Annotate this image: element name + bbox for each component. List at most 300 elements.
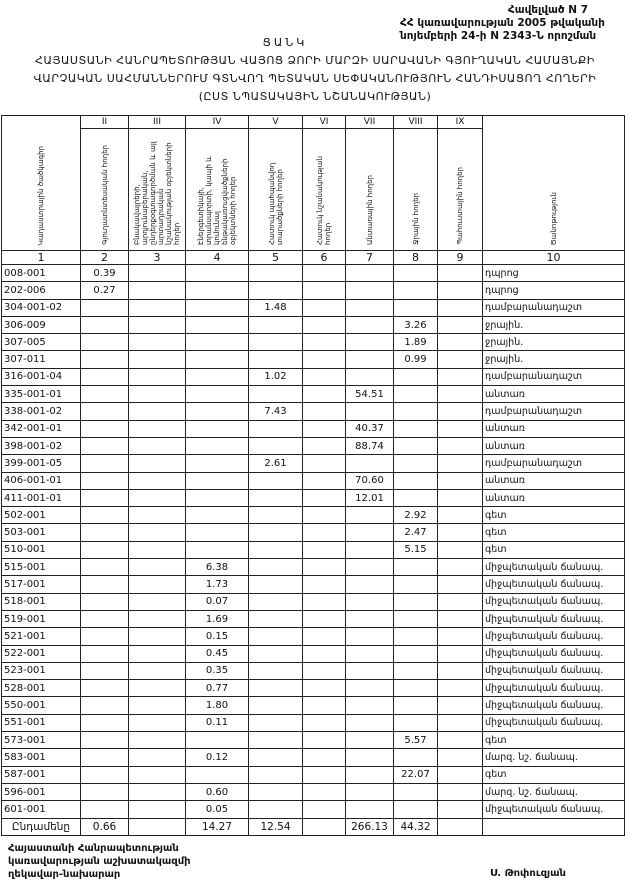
column-number: 2	[81, 251, 129, 265]
area-value	[81, 472, 129, 489]
area-value: 22.07	[394, 766, 438, 783]
area-value	[394, 593, 438, 610]
column-header-text: Հատուկ պահպանվող տարածքների հողեր	[267, 162, 284, 245]
area-value	[438, 386, 483, 403]
area-value	[129, 576, 186, 593]
area-value	[346, 697, 394, 714]
area-value	[438, 628, 483, 645]
area-value	[394, 697, 438, 714]
purpose-note: ջրային.	[483, 316, 625, 333]
area-value	[186, 489, 249, 506]
cadastral-code: 528-001	[2, 680, 81, 697]
total-value	[483, 818, 625, 835]
area-value	[438, 472, 483, 489]
area-value	[346, 783, 394, 800]
area-value	[438, 403, 483, 420]
signatory-title-line: Հայաստանի Հանրապետության	[8, 843, 179, 854]
area-value	[394, 645, 438, 662]
area-value	[249, 732, 303, 749]
area-value	[438, 299, 483, 316]
area-value	[81, 645, 129, 662]
area-value	[129, 507, 186, 524]
area-value	[394, 299, 438, 316]
table-row	[2, 299, 625, 316]
area-value	[346, 507, 394, 524]
area-value	[346, 316, 394, 333]
area-value	[186, 541, 249, 558]
table-row	[2, 265, 625, 282]
area-value	[346, 334, 394, 351]
area-value	[394, 282, 438, 299]
area-value: 1.02	[249, 368, 303, 385]
area-value: 0.15	[186, 628, 249, 645]
area-value	[81, 334, 129, 351]
area-value	[438, 610, 483, 627]
area-value	[438, 437, 483, 454]
table-row	[2, 420, 625, 437]
cadastral-code: 522-001	[2, 645, 81, 662]
cadastral-code: 573-001	[2, 732, 81, 749]
area-value	[81, 386, 129, 403]
purpose-note: միջպետական ճանապ.	[483, 559, 625, 576]
column-header-text: Էներգետիկայի, տրանսպորտի, կապի և կոմունալ ենթակառուցվածքների օբյեկտների հողեր	[197, 156, 237, 245]
area-value	[346, 368, 394, 385]
column-number: 10	[483, 251, 625, 265]
cadastral-code: 518-001	[2, 593, 81, 610]
cadastral-code: 304-001-02	[2, 299, 81, 316]
area-value	[438, 489, 483, 506]
cadastral-code: 338-001-02	[2, 403, 81, 420]
area-value	[438, 316, 483, 333]
area-value	[303, 714, 346, 731]
area-value	[303, 420, 346, 437]
column-header-text: Անտառային հողեր	[365, 175, 374, 245]
area-value	[346, 766, 394, 783]
area-value	[81, 351, 129, 368]
area-value	[303, 334, 346, 351]
area-value	[129, 766, 186, 783]
area-value	[438, 645, 483, 662]
area-value	[438, 766, 483, 783]
area-value	[346, 662, 394, 679]
purpose-note: անտառ	[483, 420, 625, 437]
area-value: 1.48	[249, 299, 303, 316]
column-header	[129, 129, 186, 251]
cadastral-code: 399-001-05	[2, 455, 81, 472]
area-value	[394, 386, 438, 403]
area-value	[186, 386, 249, 403]
cadastral-code: 510-001	[2, 541, 81, 558]
area-value	[303, 282, 346, 299]
column-header	[438, 129, 483, 251]
table-row	[2, 680, 625, 697]
area-value	[303, 662, 346, 679]
cadastral-code: 316-001-04	[2, 368, 81, 385]
area-value	[129, 732, 186, 749]
area-value	[129, 299, 186, 316]
signatory-title	[8, 842, 191, 881]
total-value: 44.32	[394, 818, 438, 835]
column-header	[483, 116, 625, 251]
total-value: 266.13	[346, 818, 394, 835]
area-value	[303, 628, 346, 645]
total-value: 14.27	[186, 818, 249, 835]
area-value	[186, 282, 249, 299]
area-value	[129, 680, 186, 697]
title-line: ՀԱՅԱՍՏԱՆԻ ՀԱՆՐԱՊԵՏՈՒԹՅԱՆ ՎԱՅՈՑ ՁՈՐԻ ՄԱՐԶԻ ՍԱՐԱՎԱՆԻ ԳՅՈՒՂԱԿԱՆ ՀԱՄԱՅՆՔԻ	[35, 54, 595, 67]
area-value	[81, 437, 129, 454]
area-value	[129, 749, 186, 766]
purpose-note: միջպետական ճանապ.	[483, 697, 625, 714]
area-value	[438, 541, 483, 558]
area-value	[303, 766, 346, 783]
area-value	[346, 265, 394, 282]
area-value	[394, 455, 438, 472]
area-value: 1.69	[186, 610, 249, 627]
area-value	[346, 541, 394, 558]
area-value	[438, 351, 483, 368]
cadastral-code: 515-001	[2, 559, 81, 576]
area-value	[438, 697, 483, 714]
area-value	[186, 437, 249, 454]
area-value	[394, 403, 438, 420]
roman-numeral: IX	[438, 116, 483, 129]
table-row	[2, 783, 625, 800]
area-value	[81, 697, 129, 714]
area-value	[129, 628, 186, 645]
area-value	[81, 368, 129, 385]
area-value	[129, 662, 186, 679]
area-value	[81, 420, 129, 437]
area-value: 2.92	[394, 507, 438, 524]
column-header	[303, 129, 346, 251]
area-value	[249, 541, 303, 558]
area-value: 12.01	[346, 489, 394, 506]
table-row	[2, 386, 625, 403]
area-value: 1.80	[186, 697, 249, 714]
area-value	[303, 368, 346, 385]
area-value	[249, 524, 303, 541]
area-value	[186, 403, 249, 420]
area-value	[303, 576, 346, 593]
area-value	[346, 351, 394, 368]
area-value	[129, 282, 186, 299]
area-value	[81, 801, 129, 818]
area-value	[81, 680, 129, 697]
area-value	[438, 507, 483, 524]
annex-number: Հավելված N 7	[507, 4, 588, 16]
area-value	[81, 783, 129, 800]
area-value	[81, 714, 129, 731]
purpose-note: դպրոց	[483, 265, 625, 282]
area-value	[81, 576, 129, 593]
area-value	[438, 576, 483, 593]
purpose-note: դամբարանադաշտ	[483, 403, 625, 420]
area-value	[346, 732, 394, 749]
area-value	[129, 420, 186, 437]
area-value	[129, 610, 186, 627]
area-value	[438, 265, 483, 282]
area-value	[394, 265, 438, 282]
cadastral-code: 503-001	[2, 524, 81, 541]
area-value	[129, 714, 186, 731]
area-value	[303, 559, 346, 576]
area-value	[186, 507, 249, 524]
area-value	[129, 368, 186, 385]
purpose-note: միջպետական ճանապ.	[483, 645, 625, 662]
title-line: ՎԱՐՉԱԿԱՆ ՍԱՀՄԱՆՆԵՐՈՒՄ ԳՏՆՎՈՂ ՊԵՏԱԿԱՆ ՍԵՓԱԿԱՆՈՒԹՅՈՒՆ ՀԱՆԴԻՍԱՑՈՂ ՀՈՂԵՐԻ	[33, 72, 597, 85]
roman-numeral: III	[129, 116, 186, 129]
area-value	[394, 576, 438, 593]
column-number: 5	[249, 251, 303, 265]
area-value	[81, 541, 129, 558]
roman-numeral: VI	[303, 116, 346, 129]
purpose-note: միջպետական ճանապ.	[483, 662, 625, 679]
area-value: 0.35	[186, 662, 249, 679]
area-value: 0.39	[81, 265, 129, 282]
area-value	[129, 351, 186, 368]
area-value: 0.99	[394, 351, 438, 368]
area-value: 3.26	[394, 316, 438, 333]
area-value	[303, 472, 346, 489]
purpose-note: գետ	[483, 507, 625, 524]
area-value	[438, 282, 483, 299]
table-row	[2, 628, 625, 645]
column-header	[81, 129, 129, 251]
area-value: 0.05	[186, 801, 249, 818]
cadastral-code: 342-001-01	[2, 420, 81, 437]
area-value	[81, 732, 129, 749]
roman-numeral: V	[249, 116, 303, 129]
area-value	[303, 680, 346, 697]
roman-header-row	[2, 116, 625, 129]
area-value	[249, 801, 303, 818]
area-value	[394, 559, 438, 576]
area-value	[394, 420, 438, 437]
area-value	[346, 455, 394, 472]
area-value: 5.57	[394, 732, 438, 749]
cadastral-code: 306-009	[2, 316, 81, 333]
area-value	[438, 334, 483, 351]
land-table	[1, 115, 625, 836]
area-value	[303, 610, 346, 627]
purpose-note: գետ	[483, 524, 625, 541]
table-row	[2, 437, 625, 454]
purpose-note: անտառ	[483, 386, 625, 403]
area-value	[303, 299, 346, 316]
area-value: 0.11	[186, 714, 249, 731]
area-value	[81, 507, 129, 524]
area-value	[346, 576, 394, 593]
area-value	[129, 386, 186, 403]
table-row	[2, 593, 625, 610]
column-header	[2, 116, 81, 251]
area-value	[394, 680, 438, 697]
area-value	[186, 368, 249, 385]
area-value	[438, 559, 483, 576]
area-value	[186, 732, 249, 749]
area-value	[438, 420, 483, 437]
area-value	[346, 299, 394, 316]
area-value	[346, 403, 394, 420]
roman-numeral: II	[81, 116, 129, 129]
area-value	[249, 714, 303, 731]
cadastral-code: 551-001	[2, 714, 81, 731]
area-value	[346, 524, 394, 541]
table-row	[2, 507, 625, 524]
area-value	[249, 680, 303, 697]
purpose-note: մարզ. նշ. ճանապ.	[483, 783, 625, 800]
area-value	[346, 801, 394, 818]
area-value	[303, 507, 346, 524]
area-value	[394, 783, 438, 800]
area-value	[186, 524, 249, 541]
area-value	[186, 334, 249, 351]
area-value	[186, 351, 249, 368]
column-header-text: Ջրային հողեր	[411, 193, 420, 245]
column-header-text: Բնակավայրերի, արդյունաբերական, ընդերքօգտագործման և այլ արտադրական նշանակության օբյեկտների հողեր	[133, 141, 181, 245]
area-value	[438, 783, 483, 800]
cadastral-code: 406-001-01	[2, 472, 81, 489]
area-value	[249, 507, 303, 524]
column-number: 8	[394, 251, 438, 265]
column-number: 1	[2, 251, 81, 265]
area-value	[394, 801, 438, 818]
area-value	[186, 455, 249, 472]
area-value	[303, 489, 346, 506]
document-title	[0, 34, 630, 106]
table-row	[2, 368, 625, 385]
table-row	[2, 662, 625, 679]
cadastral-code: 307-005	[2, 334, 81, 351]
purpose-note: միջպետական ճանապ.	[483, 628, 625, 645]
area-value	[81, 524, 129, 541]
area-value	[249, 610, 303, 627]
table-row	[2, 524, 625, 541]
area-value	[249, 783, 303, 800]
area-value	[394, 437, 438, 454]
area-value	[129, 489, 186, 506]
area-value	[81, 455, 129, 472]
area-value	[129, 403, 186, 420]
area-value	[81, 403, 129, 420]
area-value	[394, 368, 438, 385]
annex-line: ՀՀ կառավարության 2005 թվականի	[400, 17, 605, 29]
area-value	[186, 316, 249, 333]
area-value: 0.77	[186, 680, 249, 697]
roman-numeral: IV	[186, 116, 249, 129]
area-value	[249, 489, 303, 506]
table-row	[2, 714, 625, 731]
area-value	[81, 489, 129, 506]
table-row	[2, 472, 625, 489]
annex-line: նոյեմբերի 24-ի N 2343-Ն որոշման	[400, 30, 597, 42]
area-value	[249, 282, 303, 299]
purpose-note: ջրային.	[483, 334, 625, 351]
table-row	[2, 541, 625, 558]
area-value	[186, 766, 249, 783]
area-value	[129, 697, 186, 714]
table-row	[2, 801, 625, 818]
area-value	[438, 749, 483, 766]
purpose-note: գետ	[483, 732, 625, 749]
area-value	[303, 316, 346, 333]
cadastral-code: 008-001	[2, 265, 81, 282]
cadastral-code: 307-011	[2, 351, 81, 368]
signatory-title-line: ղեկավար-նախարար	[8, 869, 121, 880]
area-value: 1.89	[394, 334, 438, 351]
area-value	[303, 697, 346, 714]
area-value	[346, 749, 394, 766]
area-value	[249, 559, 303, 576]
roman-numeral: VIII	[394, 116, 438, 129]
area-value	[249, 316, 303, 333]
table-row	[2, 489, 625, 506]
area-value	[81, 299, 129, 316]
table-row	[2, 697, 625, 714]
area-value	[303, 524, 346, 541]
table-row	[2, 732, 625, 749]
purpose-note: միջպետական ճանապ.	[483, 610, 625, 627]
area-value	[129, 801, 186, 818]
area-value	[129, 316, 186, 333]
column-number: 3	[129, 251, 186, 265]
cadastral-code: 398-001-02	[2, 437, 81, 454]
area-value	[249, 645, 303, 662]
area-value	[129, 472, 186, 489]
purpose-note: միջպետական ճանապ.	[483, 714, 625, 731]
area-value: 70.60	[346, 472, 394, 489]
table-row	[2, 576, 625, 593]
column-number: 4	[186, 251, 249, 265]
area-value	[303, 801, 346, 818]
purpose-note: միջպետական ճանապ.	[483, 801, 625, 818]
area-value	[81, 662, 129, 679]
area-value	[303, 455, 346, 472]
total-value	[129, 818, 186, 835]
cadastral-code: 411-001-01	[2, 489, 81, 506]
area-value	[249, 593, 303, 610]
area-value	[303, 645, 346, 662]
area-value	[249, 628, 303, 645]
table-row	[2, 316, 625, 333]
area-value	[249, 749, 303, 766]
total-value	[438, 818, 483, 835]
area-value	[346, 628, 394, 645]
purpose-note: դամբարանադաշտ	[483, 455, 625, 472]
area-value: 40.37	[346, 420, 394, 437]
area-value	[394, 749, 438, 766]
area-value	[129, 559, 186, 576]
column-number: 6	[303, 251, 346, 265]
total-label: Ընդամենը	[2, 818, 81, 835]
column-number-row	[2, 251, 625, 265]
area-value	[303, 265, 346, 282]
purpose-note: դպրոց	[483, 282, 625, 299]
area-value	[438, 680, 483, 697]
cadastral-code: 502-001	[2, 507, 81, 524]
area-value: 54.51	[346, 386, 394, 403]
purpose-note: դամբարանադաշտ	[483, 368, 625, 385]
area-value: 0.45	[186, 645, 249, 662]
signatory-name: Ս. Թոփուզյան	[490, 868, 566, 879]
area-value	[394, 714, 438, 731]
purpose-note: դամբարանադաշտ	[483, 299, 625, 316]
cadastral-code: 583-001	[2, 749, 81, 766]
table-row	[2, 351, 625, 368]
area-value	[303, 783, 346, 800]
cadastral-code: 335-001-01	[2, 386, 81, 403]
